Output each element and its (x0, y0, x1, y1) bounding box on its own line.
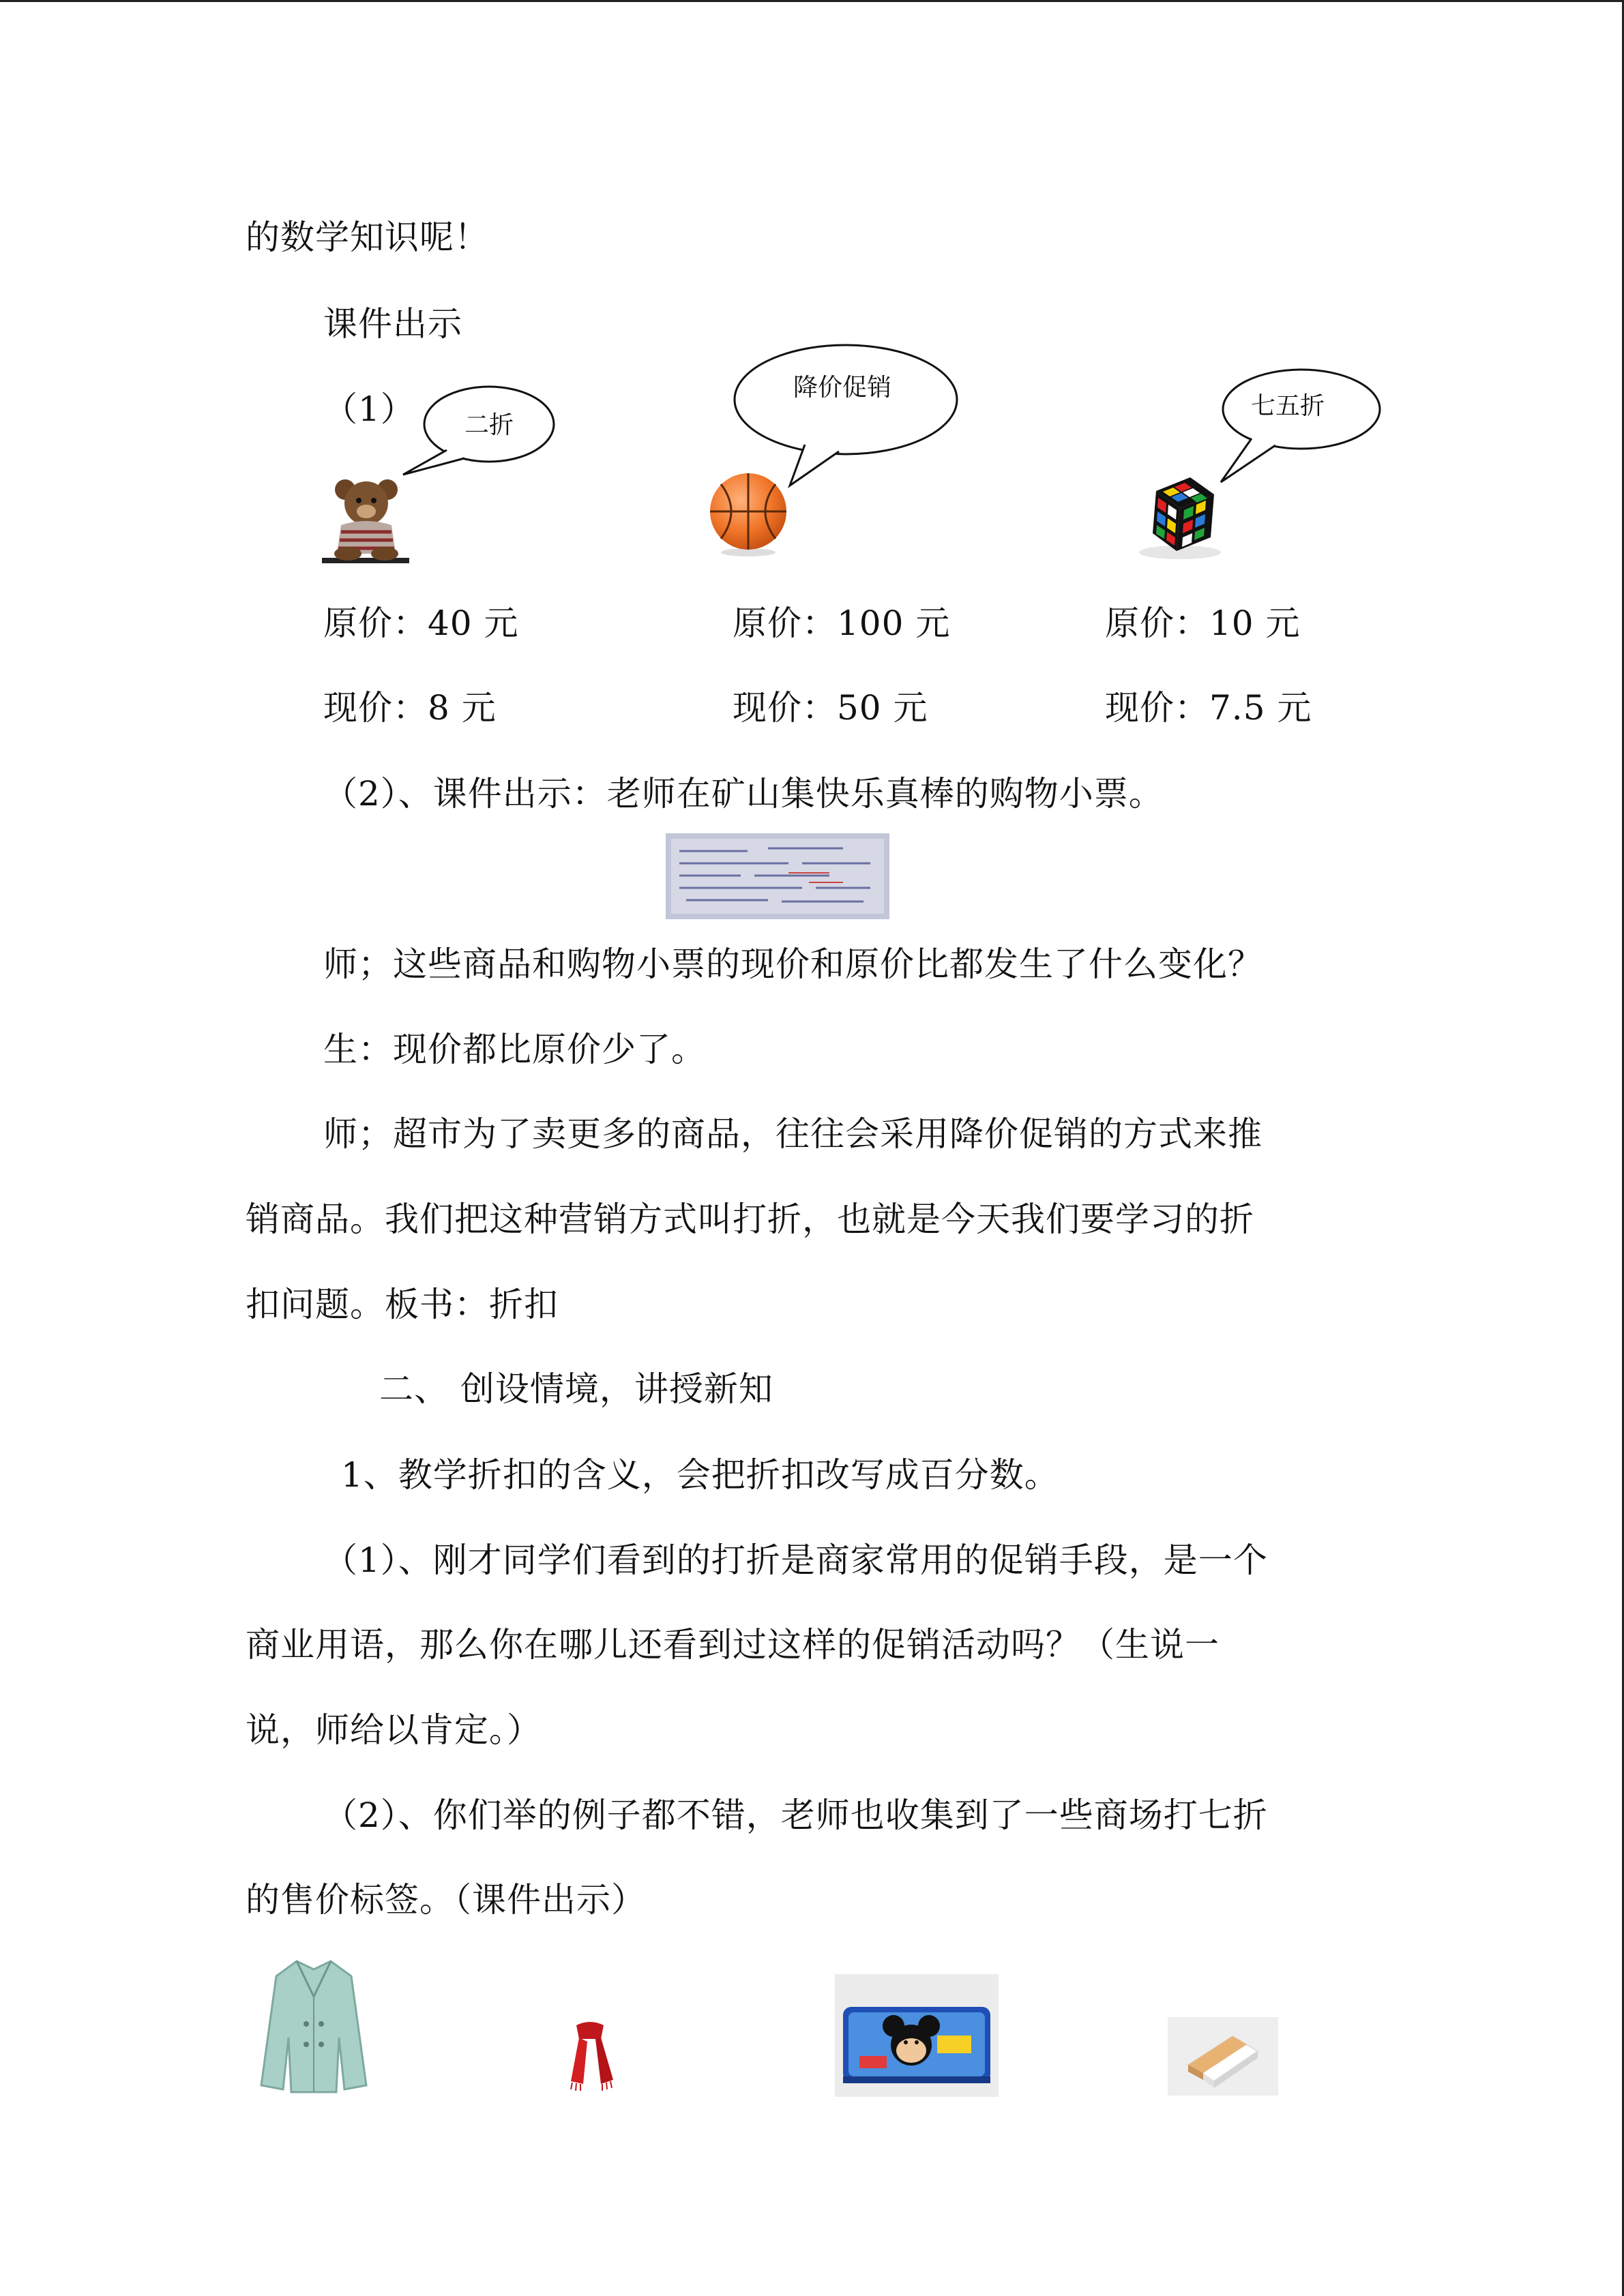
text-line: 现价：50 元 (733, 688, 928, 728)
text-line: 销商品。我们把这种营销方式叫打折，也就是今天我们要学习的折 (246, 1199, 1254, 1239)
text-line: 1、教学折扣的含义，会把折扣改写成百分数。 (341, 1455, 1059, 1495)
text-line: 原价：100 元 (733, 603, 951, 643)
text-line: 说，师给以肯定。） (246, 1710, 542, 1750)
speech-bubble-ball (730, 341, 962, 491)
pencil-case-image (835, 1974, 999, 2097)
text-line: 商业用语，那么你在哪儿还看到过这样的促销活动吗？（生说一 (246, 1625, 1220, 1665)
speech-bubble-bear (399, 382, 563, 477)
scarf-image (556, 2018, 624, 2093)
bubble-text: 七五折 (1250, 392, 1325, 420)
text-line: 扣问题。板书：折扣 (246, 1285, 559, 1324)
text-line: 生：现价都比原价少了。 (323, 1030, 706, 1069)
speech-bubble-cube (1214, 365, 1385, 488)
text-line: 的数学知识呢！ (246, 218, 489, 257)
receipt-photo (666, 833, 889, 919)
coat-image (256, 1956, 372, 2099)
text-line: 原价：10 元 (1105, 603, 1301, 643)
text-line: 课件出示 (323, 304, 462, 344)
bubble-text: 降价促销 (793, 374, 892, 402)
text-line: 原价：40 元 (323, 603, 519, 643)
text-line: 现价：8 元 (323, 688, 497, 728)
text-line: 的售价标签。（课件出示） (246, 1880, 646, 1920)
text-line: 师；超市为了卖更多的商品，往往会采用降价促销的方式来推 (323, 1114, 1263, 1154)
basketball-image (706, 471, 791, 559)
text-line: 师；这些商品和购物小票的现价和原价比都发生了什么变化？ (323, 944, 1263, 984)
text-line: （2）、课件出示：老师在矿山集快乐真棒的购物小票。 (323, 774, 1164, 814)
text-line: （2）、你们举的例子都不错，老师也收集到了一些商场打七折 (323, 1795, 1268, 1835)
text-line: （1）、刚才同学们看到的打折是商家常用的促销手段，是一个 (323, 1540, 1268, 1580)
eraser-image (1168, 2017, 1278, 2096)
section-heading: 二、 创设情境，讲授新知 (379, 1369, 773, 1409)
rubiks-cube-image (1132, 471, 1235, 566)
teddy-bear-image (321, 477, 413, 566)
bubble-text: 二折 (464, 411, 514, 439)
text-line: 现价：7.5 元 (1105, 688, 1312, 728)
page-top-border (0, 0, 1624, 2)
item-number: （1） (323, 389, 415, 429)
